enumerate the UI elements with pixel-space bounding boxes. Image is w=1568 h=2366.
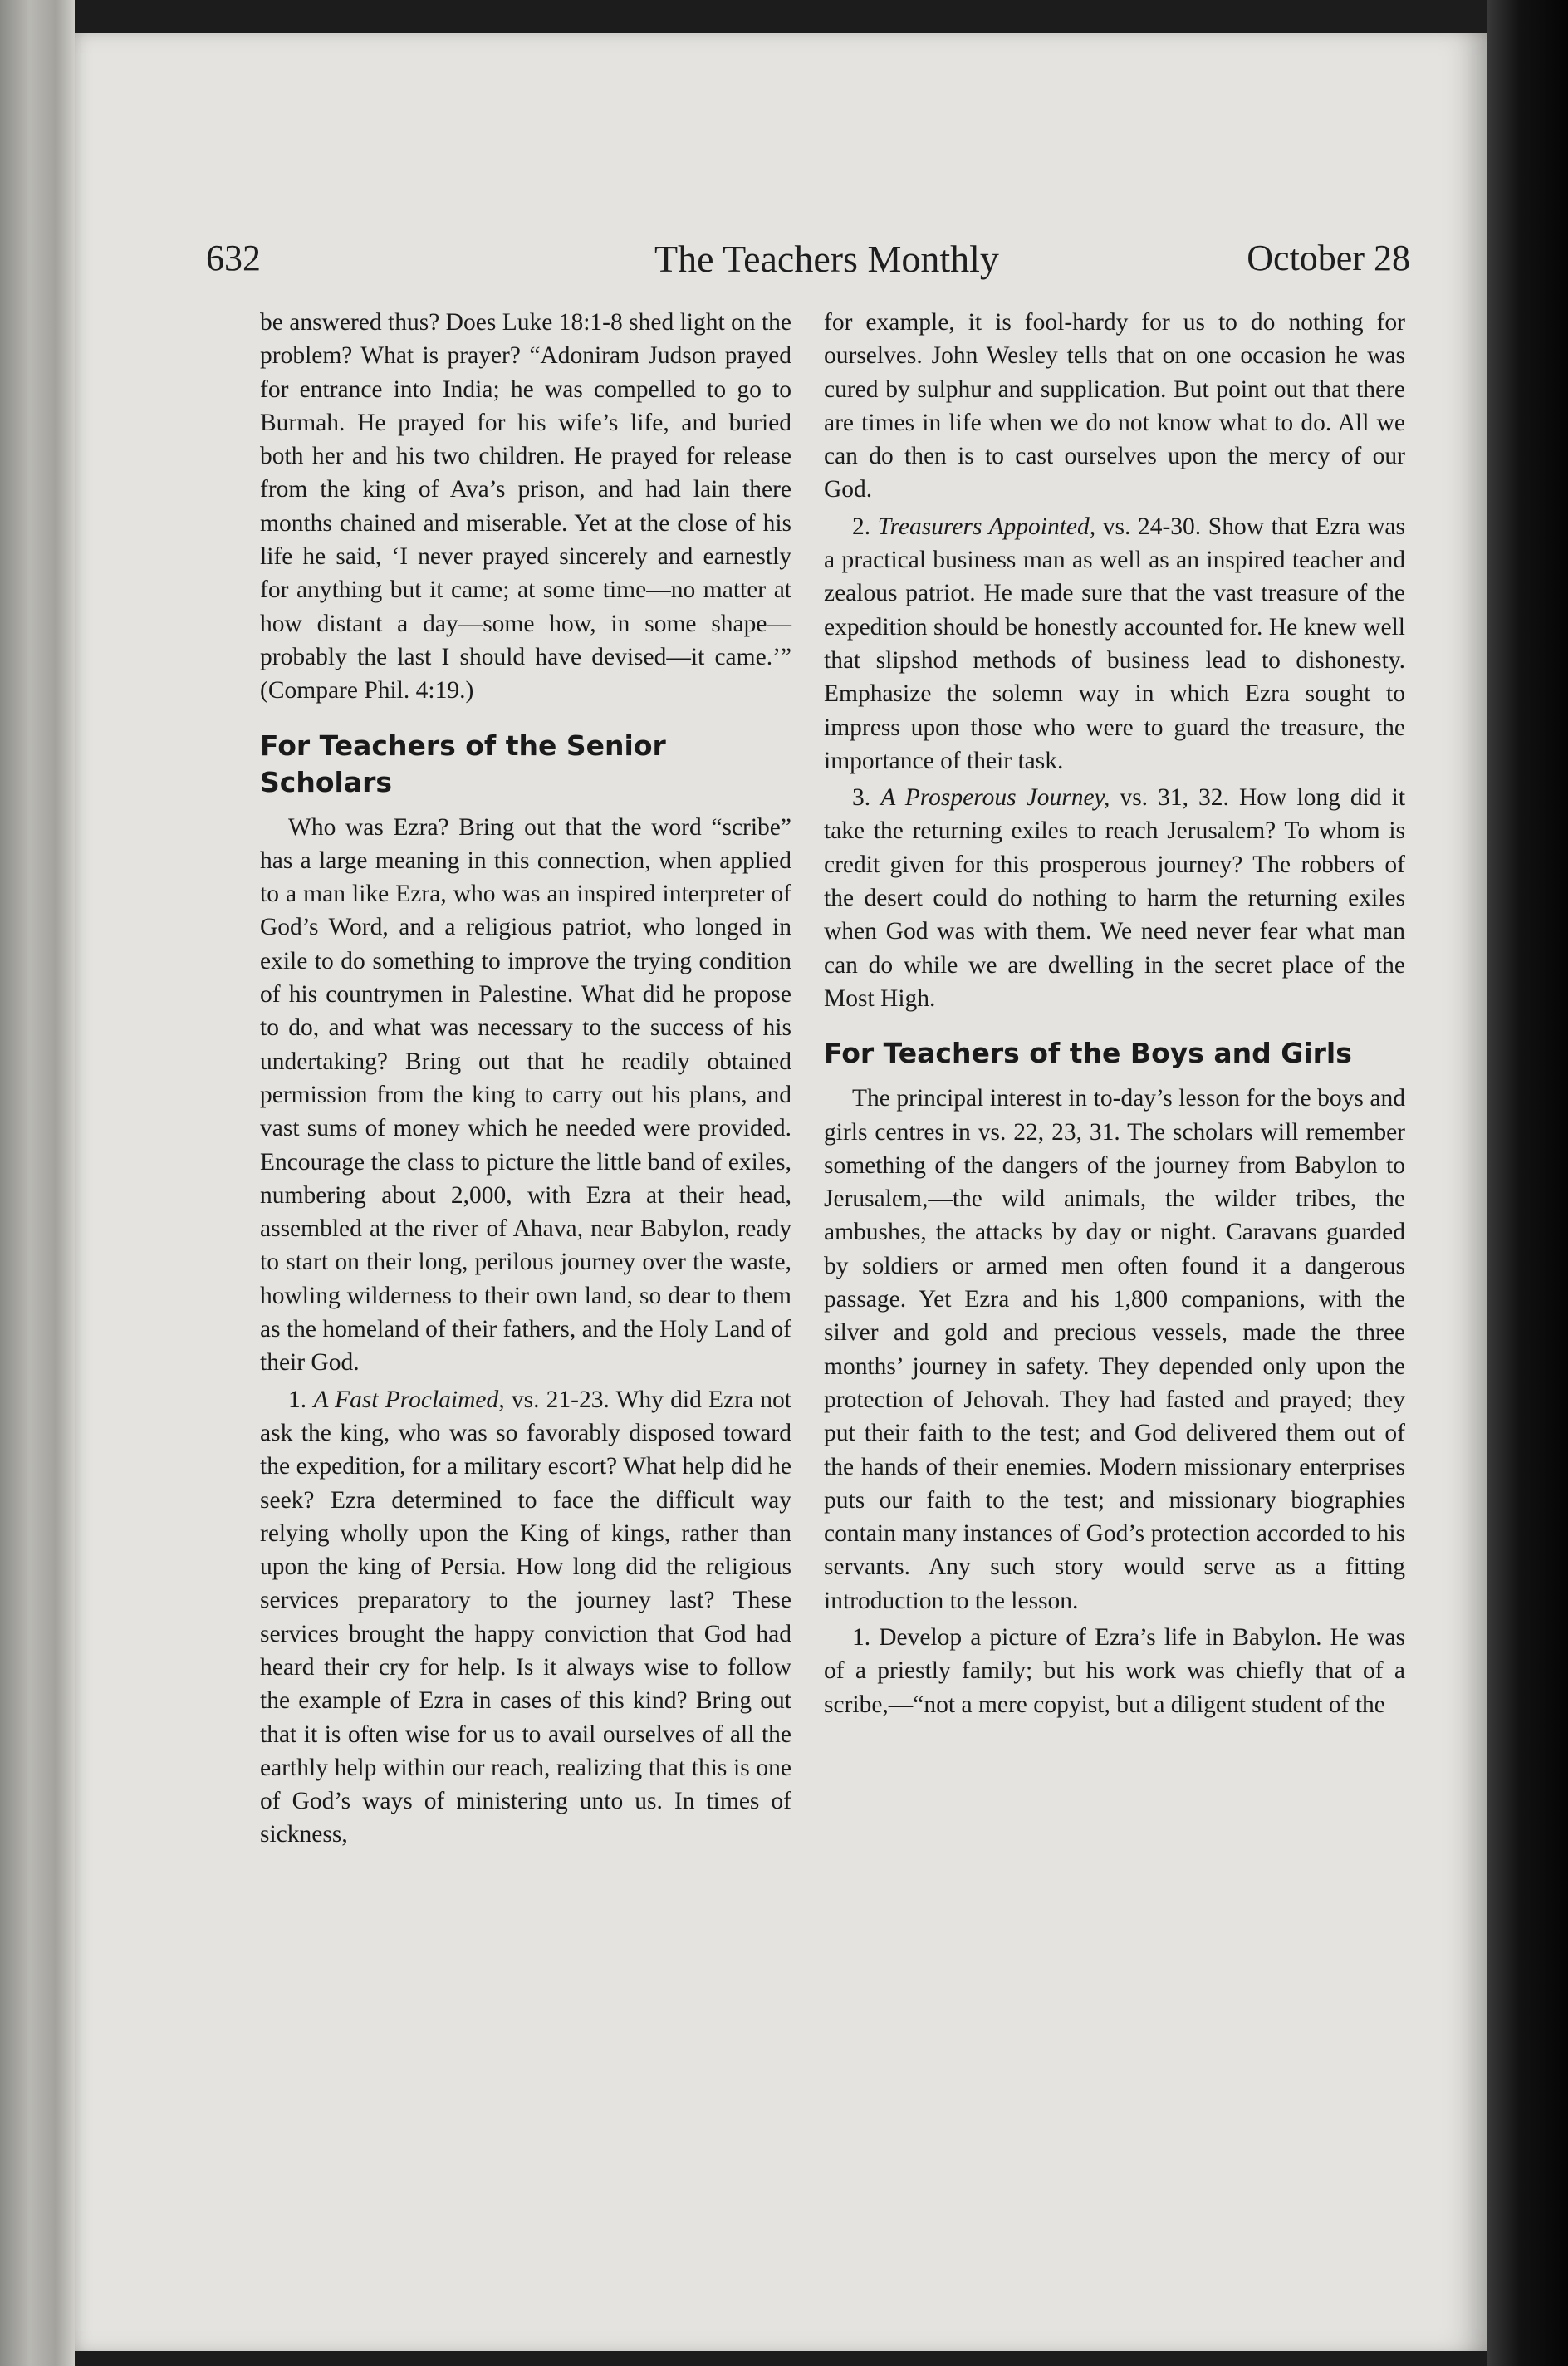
item-text: vs. 21-23. Why did Ezra not ask the king, who was so favorably disposed toward the expedition, for a military escort? What help did he seek? Ezra determined to face the difficult way relying wholly upon the King of kings, rather than upon the king of Persia. How long did the religious services preparatory to the journey last? These services brought the happy conviction that God had heard their cry for help. Is it always wise to follow the example of Ezra in cases of this kind? Bring out that it is often wise for us to avail ourselves of all the earthly help within our reach, realizing that this is one of God’s ways of ministering unto us. In times of sickness, <box>260 1386 791 1848</box>
item-title: Treasurers Appointed, <box>877 513 1096 540</box>
paragraph: Who was Ezra? Bring out that the word “scribe” has a large meaning in this connection, when applied to a man like Ezra, who was an inspired interpreter of God’s Word, and a religious patriot, who longed in exile to do something to improve the trying condition of his countrymen in Palestine. What did he propose to do, and what was necessary to the success of his undertaking? Bring out that he readily obtained permission from the king to carry out his plans, and vast sums of money which he needed were provided. Encourage the class to picture the little band of exiles, numbering about 2,000, with Ezra at their head, assembled at the river of Ahava, near Babylon, ready to start on their long, perilous journey over the waste, howling wilderness to their own land, so dear to them as the homeland of their fathers, and the Holy Land of their God. <box>260 813 791 1377</box>
paragraph: be answered thus? Does Luke 18:1-8 shed light on the problem? What is prayer? “Adoniram Judson prayed for entrance into India; he was compelled to go to Burmah. He prayed for his wife’s life, and buried both her and his two children. He prayed for release from the king of Ava’s prison, and had lain there months chained and miserable. Yet at the close of his life he said, ‘I never prayed sincerely and earnestly for anything but it came; at some time—no matter at how distant a day—some how, in some shape—probably the last I should have devised—it came.’” (Compare Phil. 4:19.) <box>260 309 791 704</box>
book-binding <box>0 0 75 2366</box>
item-title: A Fast Proclaimed, <box>313 1386 505 1413</box>
item-number: 3. <box>852 784 871 812</box>
right-column <box>824 306 1405 1721</box>
running-header <box>206 237 1410 295</box>
facing-page-edge <box>1487 0 1568 2366</box>
item-text: vs. 31, 32. How long did it take the returning exiles to reach Jerusalem? To whom is credit given for this prosperous journey? The robbers of the desert could do nothing to harm the returning exiles when God was with them. We need never fear what man can do while we are dwelling in the secret place of the Most High. <box>824 784 1406 1012</box>
journal-title: The Teachers Monthly <box>654 238 999 280</box>
section-heading-boys-and-girls: For Teachers of the Boys and Girls <box>824 1037 1352 1070</box>
section-heading-senior-scholars: For Teachers of the Senior Scholars <box>260 729 666 798</box>
paragraph <box>824 781 1405 1015</box>
item-text: vs. 24-30. Show that Ezra was a practical business man as well as an inspired teacher and zealous patriot. He made sure that the vast treasure of the expedition should be honestly accounted for. He knew well that slipshod methods of business lead to dishonesty. Emphasize the solemn way in which Ezra sought to impress upon those who were to guard the treasure, the importance of their task. <box>824 513 1405 774</box>
item-number: 1. <box>288 1386 307 1413</box>
item-number: 2. <box>852 513 871 540</box>
item-title: A Prosperous Journey, <box>880 784 1110 812</box>
page-number: 632 <box>206 238 261 278</box>
paragraph: 1. Develop a picture of Ezra’s life in Babylon. He was of a priestly family; but his work was chiefly that of a scribe,—“not a mere copyist, but a diligent student of the <box>824 1623 1405 1718</box>
paragraph <box>824 510 1405 778</box>
issue-date: October 28 <box>1247 238 1410 278</box>
paragraph <box>260 1383 791 1852</box>
paragraph: The principal interest in to-day’s lesson for the boys and girls centres in vs. 22, 23, 31. The scholars will remember something of the dangers of the journey from Babylon to Jerusalem,—the wild animals, the wilder tribes, the ambushes, the attacks by day or night. Caravans guarded by soldiers or armed men often found it a dangerous passage. Yet Ezra and his 1,800 companions, with the silver and gold and precious vessels, made the three months’ journey in safety. They depended only upon the protection of Jehovah. They had fasted and prayed; they put their faith to the test; and God delivered them out of the hands of their enemies. Modern missionary enterprises puts our faith to the test; and missionary biographies contain many instances of God’s protection accorded to his servants. Any such story would serve as a fitting introduction to the lesson. <box>824 1085 1405 1614</box>
left-column <box>260 306 791 1852</box>
paragraph: for example, it is fool-hardy for us to do nothing for ourselves. John Wesley tells that on one occasion he was cured by sulphur and supplication. But point out that there are times in life when we do not know what to do. All we can do then is to cast ourselves upon the mercy of our God. <box>824 309 1405 503</box>
